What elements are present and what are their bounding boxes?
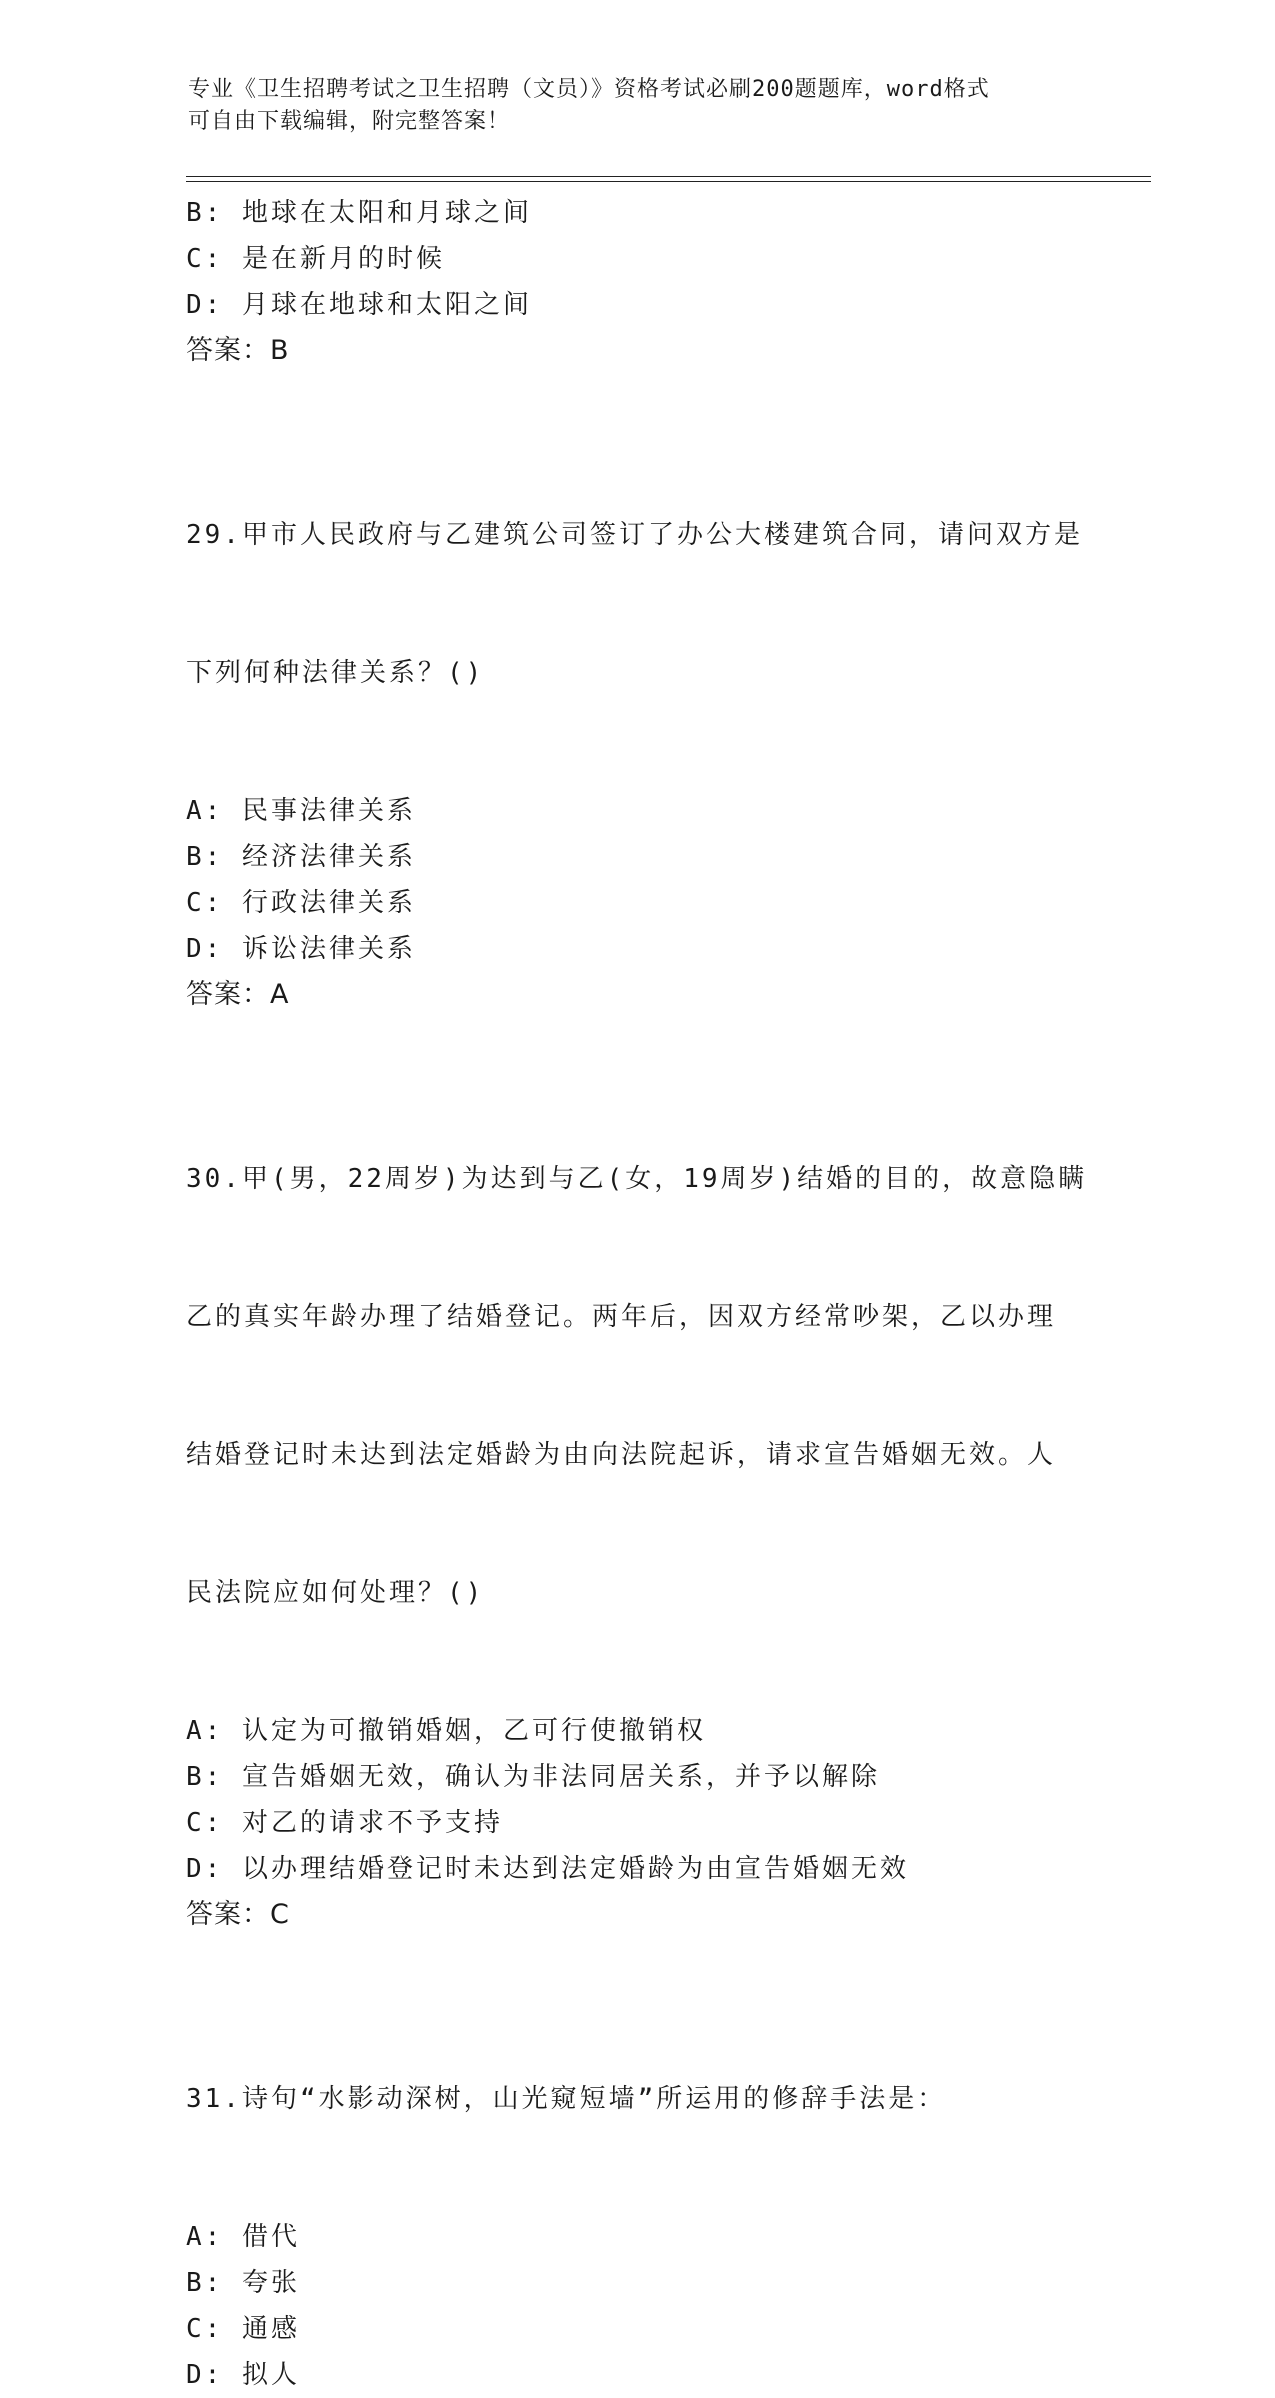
- option-b: B: 经济法律关系: [186, 842, 416, 872]
- question-text: [186, 420, 1086, 788]
- question-text-line: 结婚登记时未达到法定婚龄为由向法院起诉，请求宣告婚姻无效。人: [186, 1440, 1057, 1470]
- option-a: A: 认定为可撤销婚姻，乙可行使撤销权: [186, 1716, 706, 1746]
- question-text-line: 下列何种法律关系？(): [186, 658, 485, 688]
- option-c: C: 对乙的请求不予支持: [186, 1808, 503, 1838]
- spacer: [186, 1018, 1086, 1064]
- answer-line: 答案：A: [186, 979, 290, 1010]
- option-c: C: 是在新月的时候: [186, 244, 445, 274]
- header-line-2: 可自由下载编辑，附完整答案！: [188, 109, 511, 134]
- option-b: B: 夸张: [186, 2268, 300, 2298]
- answer-line: 答案：B: [186, 335, 290, 366]
- question-content: [186, 190, 1086, 2398]
- question-28: [186, 190, 1086, 374]
- option-d: D: 月球在地球和太阳之间: [186, 290, 532, 320]
- option-b: B: 宣告婚姻无效，确认为非法同居关系，并予以解除: [186, 1762, 880, 1792]
- document-header: [188, 74, 1068, 138]
- question-text: [186, 1984, 1086, 2214]
- option-d: D: 诉讼法律关系: [186, 934, 416, 964]
- question-text-line: 29.甲市人民政府与乙建筑公司签订了办公大楼建筑合同，请问双方是: [186, 520, 1083, 550]
- option-a: A: 借代: [186, 2222, 300, 2252]
- question-text-line: 民法院应如何处理？(): [186, 1578, 485, 1608]
- question-30: [186, 1064, 1086, 1938]
- spacer: [186, 374, 1086, 420]
- question-31: [186, 1984, 1086, 2398]
- option-b: B: 地球在太阳和月球之间: [186, 198, 532, 228]
- option-d: D: 拟人: [186, 2360, 300, 2390]
- header-divider-top: [186, 176, 1151, 177]
- option-a: A: 民事法律关系: [186, 796, 416, 826]
- spacer: [186, 1938, 1086, 1984]
- question-text-line: 乙的真实年龄办理了结婚登记。两年后，因双方经常吵架，乙以办理: [186, 1302, 1057, 1332]
- question-text-line: 31.诗句“水影动深树，山光窥短墙”所运用的修辞手法是：: [186, 2084, 947, 2114]
- answer-line: 答案：C: [186, 1899, 290, 1930]
- question-29: [186, 420, 1086, 1018]
- header-divider-bottom: [186, 181, 1151, 182]
- question-text-line: 30.甲(男，22周岁)为达到与乙(女，19周岁)结婚的目的，故意隐瞒: [186, 1164, 1088, 1194]
- question-text: [186, 1064, 1086, 1708]
- header-line-1: 专业《卫生招聘考试之卫生招聘（文员）》资格考试必刷200题题库，word格式: [188, 77, 990, 102]
- option-c: C: 行政法律关系: [186, 888, 416, 918]
- option-c: C: 通感: [186, 2314, 300, 2344]
- option-d: D: 以办理结婚登记时未达到法定婚龄为由宣告婚姻无效: [186, 1854, 909, 1884]
